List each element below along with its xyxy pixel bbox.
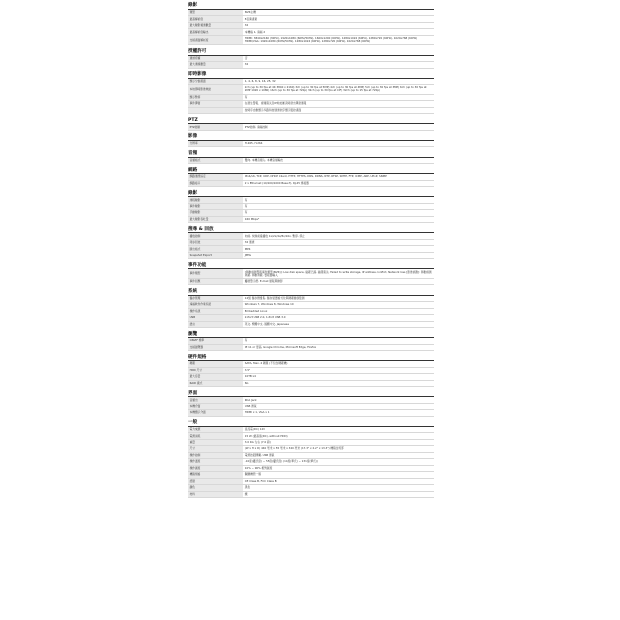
- spec-value: USB 滑鼠: [243, 403, 434, 409]
- spec-value: IPv4/v6, TCP, UDP, DHCP Client, HTTP, HTTPS, DNS, DDNS, NTP, RTSP, SMTP, FTP, ICMP, ARP, UPnP, SNMP: [243, 174, 434, 180]
- section-title: 界面: [188, 389, 434, 397]
- spec-value: No: [243, 380, 434, 386]
- spec-label: 尺寸: [188, 446, 243, 452]
- spec-label: 本機介面: [188, 403, 243, 409]
- spec-table: [188, 397, 434, 416]
- spec-label: 顯示分割畫面: [188, 79, 243, 85]
- spec-value: HDMI: 3840x2160 (30Hz), 1920x1080 (60Hz/50Hz), 1600x1200 (60Hz), 1280x1024 (60Hz), 1280x720 (60Hz), 1024x768 (60Hz) HDMI/VGA: 1920x1080 (60Hz/50Hz), 1280x1024 (60Hz), 1280x720 (60Hz), 1024x768 (60Hz): [243, 35, 434, 45]
- table-row: [188, 158, 434, 164]
- spec-label: 最大連線數量: [188, 62, 243, 68]
- spec-table: [188, 233, 434, 259]
- spec-value: 有: [243, 203, 434, 209]
- spec-label: 最大錄影吞吐量: [188, 216, 243, 222]
- spec-table: [188, 361, 434, 387]
- spec-label: 匯出格式: [188, 246, 243, 252]
- spec-label: Snapshot Export: [188, 252, 243, 258]
- spec-table: [188, 10, 434, 45]
- spec-value: RCA Jack: [243, 397, 434, 403]
- section-title: 錄影: [188, 2, 434, 10]
- spec-label: 操作系統: [188, 308, 243, 314]
- spec-value: 1, 4, 6, 8, 9, 16, 25, 32: [243, 79, 434, 85]
- spec-label: 類型: [188, 10, 243, 16]
- spec-value: 160 Mbps*: [243, 216, 434, 222]
- spec-value: 英文, 繁體中文, 簡體中文, Japanese: [243, 321, 434, 327]
- spec-label: [188, 107, 243, 113]
- spec-label: 操作溫度: [188, 459, 243, 465]
- spec-value: 32 通道: [243, 239, 434, 245]
- spec-table: [188, 296, 434, 328]
- spec-label: 網路通訊協定: [188, 174, 243, 180]
- section-title: 瀏覽: [188, 330, 434, 338]
- section-title: 硬件規格: [188, 353, 434, 361]
- spec-value: 8百萬畫素: [243, 16, 434, 22]
- section-gap: [188, 498, 434, 500]
- spec-value: IE 11 or 更高, Google Chrome, Microsoft Edge, Firefox: [243, 344, 434, 350]
- spec-value: NVR主機: [243, 10, 434, 16]
- spec-value: 10TB x4: [243, 374, 434, 380]
- spec-value: 向前, 快進前後播放 1x/2x/4x/8x/16x, 暫停, 停止: [243, 233, 434, 239]
- spec-label: 認證: [188, 478, 243, 484]
- spec-label: 音頻出: [188, 397, 243, 403]
- spec-value: 鐵: [243, 491, 434, 497]
- spec-sheet: [188, 2, 434, 500]
- spec-value: 有: [243, 210, 434, 216]
- spec-label: USB: [188, 315, 243, 321]
- spec-label: 事件回應: [188, 279, 243, 285]
- spec-value: -10度(攝氏度) ~ 55度(攝氏度) (14度(華氏) ~ 131度(華氏)): [243, 459, 434, 465]
- spec-value: 2-Port USB 2.0, 1-Port USB 3.0: [243, 315, 434, 321]
- spec-label: 事件類型: [188, 269, 243, 278]
- spec-value: 按時序自動顯示多路和按通道依序顯示監控畫面: [243, 107, 434, 113]
- spec-label: 材料: [188, 491, 243, 497]
- spec-value: 有: [243, 94, 434, 100]
- spec-label: 事件彈窗: [188, 101, 243, 107]
- spec-label: ONVIF 標準: [188, 338, 243, 344]
- spec-label: 電源消耗: [188, 433, 243, 439]
- spec-label: 最大錄影頻道數量: [188, 22, 243, 28]
- spec-label: 通道授權: [188, 56, 243, 62]
- table-row: [188, 410, 434, 416]
- spec-label: 操作控制: [188, 452, 243, 458]
- spec-table: [188, 427, 434, 498]
- spec-label: RAID 模式: [188, 380, 243, 386]
- table-row: [188, 491, 434, 497]
- spec-label: 重量: [188, 439, 243, 445]
- table-row: [188, 321, 434, 327]
- spec-value: 雙向, 本機音頻入, 本機音頻輸出: [243, 158, 434, 164]
- section-title: 網路: [188, 166, 434, 174]
- section-title: 音頻: [188, 150, 434, 158]
- spec-value: 32: [243, 62, 434, 68]
- spec-value: HDMI x 1, VGA x 1: [243, 410, 434, 416]
- spec-value: MP4: [243, 246, 434, 252]
- spec-label: 本機顯示介面: [188, 410, 243, 416]
- section-title: 授權許可: [188, 48, 434, 56]
- spec-value: 有: [243, 338, 434, 344]
- spec-label: 顏色: [188, 485, 243, 491]
- table-row: [188, 380, 434, 386]
- spec-label: 操作濕度: [188, 465, 243, 471]
- section-title: 系統: [188, 288, 434, 296]
- spec-value: 2 x Ethernet (10/100/1000 Base-T), RJ-45 連接器: [243, 180, 434, 186]
- spec-table: [188, 338, 434, 351]
- section-title: 一般: [188, 419, 434, 427]
- spec-table: [188, 197, 434, 223]
- spec-value: 15 W (最高值(DC), without HDD): [243, 433, 434, 439]
- section-title: 影像: [188, 133, 434, 141]
- spec-label: PTZ控制: [188, 124, 243, 130]
- table-row: [188, 216, 434, 222]
- spec-value: 3.5": [243, 367, 434, 373]
- spec-label: 事件錄影: [188, 203, 243, 209]
- spec-table: [188, 174, 434, 187]
- spec-label: 顯示暫停: [188, 94, 243, 100]
- spec-value: Embedded Linux: [243, 308, 434, 314]
- spec-value: 3.0 KG 左右 (7.0 磅): [243, 439, 434, 445]
- spec-label: 支援畫面解析度: [188, 35, 243, 45]
- section-title: 即時影像: [188, 71, 434, 79]
- spec-label: 機箱規格: [188, 472, 243, 478]
- section-title: PTZ: [188, 116, 434, 124]
- spec-label: 最高解析度輸出: [188, 29, 243, 35]
- spec-value: 鋼鐵機殼一個: [243, 472, 434, 478]
- spec-value: 12組 儲存群組集, 儲存裝置格式化與硬碟健康監測: [243, 296, 434, 302]
- spec-value: CE Class B, FCC Class B: [243, 478, 434, 484]
- table-row: [188, 124, 434, 130]
- spec-value: Windows 7, Windows 8, Windows 10: [243, 302, 434, 308]
- table-row: [188, 141, 434, 147]
- table-row: [188, 252, 434, 258]
- spec-value: 32: [243, 22, 434, 28]
- section-title: 錄影: [188, 189, 434, 197]
- table-row: [188, 269, 434, 278]
- spec-label: 儲存管理: [188, 296, 243, 302]
- spec-value: 2ch (up to 30 fps at 4K 3840 x 2160) 3ch (up to 30 fps at 5MP) 4ch (up to 30 fps at 4MP) 5ch (up to 30 fps at 3MP) 6ch (up to 30 fps at 2MP 1920 x 1080) 16ch (up to 30 fps at 720p) 32ch (up to 30 fps at CIF) 32ch (up to 15 fps at 720p): [243, 85, 434, 95]
- spec-value: H.265, H.264: [243, 141, 434, 147]
- spec-label: 排程錄影: [188, 197, 243, 203]
- section-title: 搜尋 & 回放: [188, 225, 434, 233]
- table-row: [188, 344, 434, 350]
- spec-value: 有: [243, 197, 434, 203]
- spec-label: 最高解析度: [188, 16, 243, 22]
- spec-label: 同步回放: [188, 239, 243, 245]
- spec-table: [188, 56, 434, 69]
- table-row: [188, 107, 434, 113]
- spec-label: 手動錄影: [188, 210, 243, 216]
- spec-label: 支援瀏覽器: [188, 344, 243, 350]
- table-row: [188, 279, 434, 285]
- spec-value: 否: [243, 56, 434, 62]
- section-title: 事件功能: [188, 261, 434, 269]
- spec-table: [188, 269, 434, 285]
- spec-label: 硬碟: [188, 361, 243, 367]
- spec-label: 播放控制: [188, 233, 243, 239]
- spec-value: 在發生警報、視頻遺失及IP地址衝突時發出彈窗通報: [243, 101, 434, 107]
- spec-value: 黑色: [243, 485, 434, 491]
- spec-value: JPEG: [243, 252, 434, 258]
- table-row: [188, 180, 434, 186]
- spec-value: 本機端 1, 遠端 2: [243, 29, 434, 35]
- spec-label: 電力來源: [188, 427, 243, 433]
- spec-table: [188, 79, 434, 114]
- spec-value: (W x H x D) 440 毫米 x 55 毫米 x 340 毫米 (17.3" x 2.2" x 13.3") 機箱含尾部: [243, 446, 434, 452]
- spec-label: 最大容量: [188, 374, 243, 380]
- spec-value: [移動偵測警報事件類型(NVR)]: Low disk space, 磁碟已滿, 磁碟遺失, Failed to write storage, IP address conflict, Network loss [影像偵測]: 移動偵測遮蔽, 移動遮蔽, 警報器輸入: [243, 269, 434, 278]
- spec-label: HDD 尺寸: [188, 367, 243, 373]
- spec-value: 觸發警示燈, E-mail 通報與錄影: [243, 279, 434, 285]
- table-row: [188, 62, 434, 68]
- spec-value: 直流電(DC) 12V: [243, 427, 434, 433]
- spec-label: 網路接口: [188, 180, 243, 186]
- spec-label: 語言: [188, 321, 243, 327]
- spec-label: 本地即時影像效能: [188, 85, 243, 95]
- spec-value: 10% ~ 90% 相對濕度: [243, 465, 434, 471]
- spec-value: PTZ控制, 遠端控制: [243, 124, 434, 130]
- spec-value: 電源按鈕開關, USB 滑鼠: [243, 452, 434, 458]
- spec-label: 遠端軟件作業系統: [188, 302, 243, 308]
- table-row: [188, 85, 434, 95]
- spec-value: SATA, Max. 4 硬碟 (不包含硬碟機): [243, 361, 434, 367]
- table-row: [188, 35, 434, 45]
- spec-label: 分辨率: [188, 141, 243, 147]
- spec-label: 音頻格式: [188, 158, 243, 164]
